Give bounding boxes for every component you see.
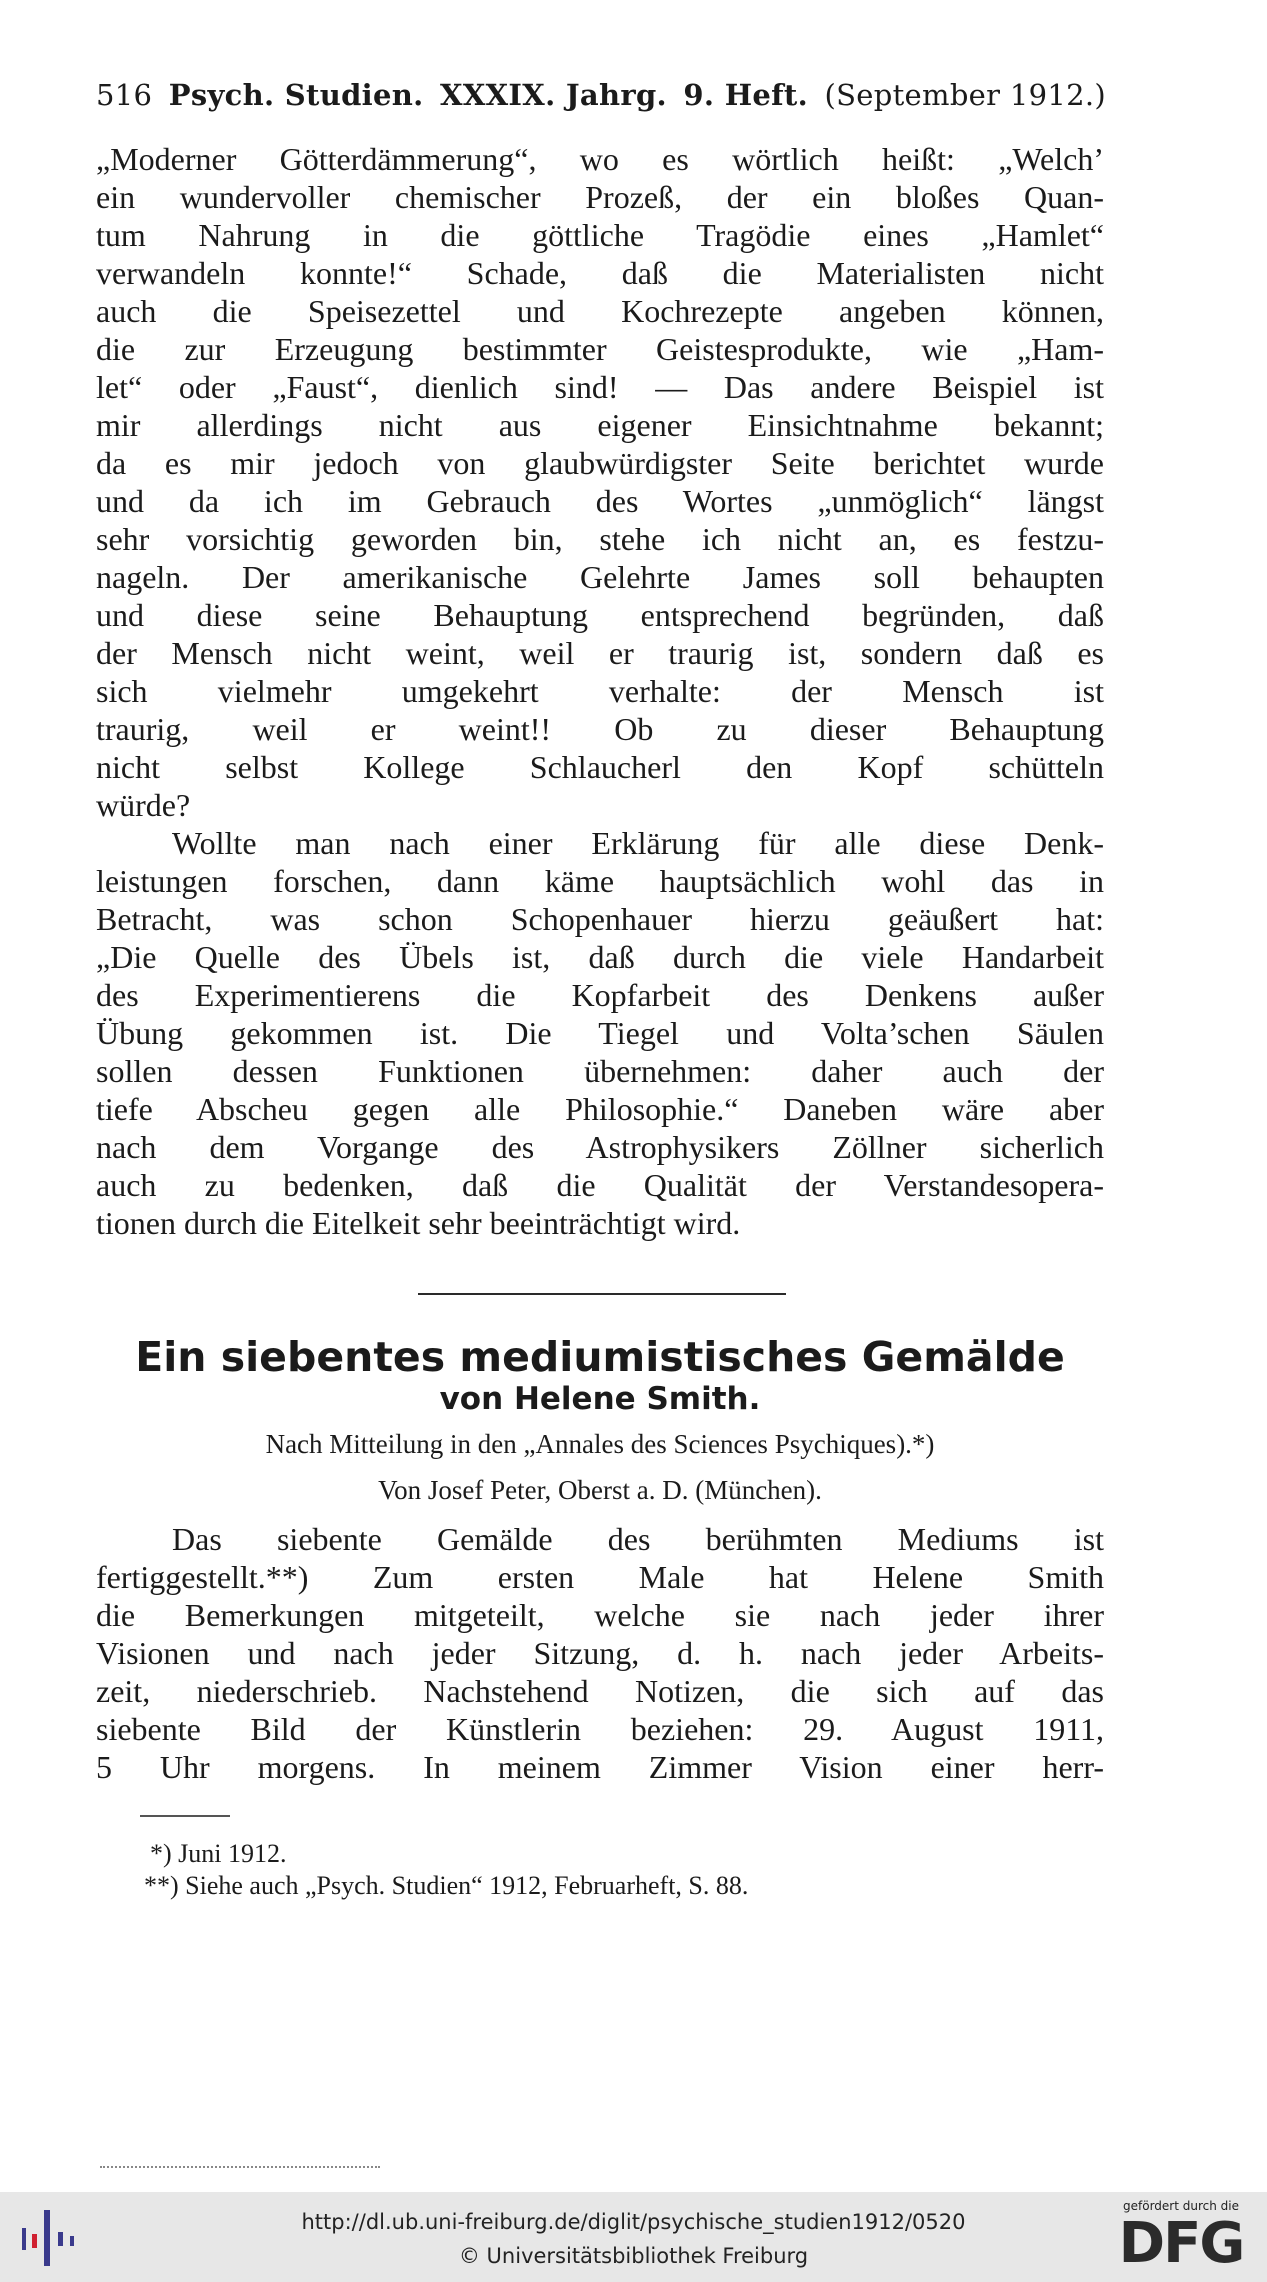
page-number: 516	[96, 78, 153, 112]
text-line: traurig, weil er weint!! Ob zu dieser Behauptung	[96, 711, 1104, 747]
text-line: ein wundervoller chemischer Prozeß, der ein bloßes Quan-	[96, 179, 1104, 215]
article-text	[96, 1520, 1104, 1786]
volume-label: XXXIX. Jahrg.	[440, 78, 667, 112]
text-line: sich vielmehr umgekehrt verhalte: der Mensch ist	[96, 673, 1104, 709]
text-line: Übung gekommen ist. Die Tiegel und Volta’schen Säulen	[96, 1015, 1104, 1051]
text-line: und da ich im Gebrauch des Wortes „unmöglich“ längst	[96, 483, 1104, 519]
footnotes	[144, 1838, 1050, 1902]
text-line: Betracht, was schon Schopenhauer hierzu geäußert hat:	[96, 901, 1104, 937]
text-line: zeit, niederschrieb. Nachstehend Notizen, die sich auf das	[96, 1673, 1104, 1709]
text-line: sollen dessen Funktionen übernehmen: daher auch der	[96, 1053, 1104, 1089]
text-line: auch die Speisezettel und Kochrezepte angeben können,	[96, 293, 1104, 329]
text-line: fertiggestellt.**) Zum ersten Male hat Helene Smith	[96, 1559, 1104, 1595]
copyright-notice: © Universitätsbibliothek Freiburg	[458, 2244, 809, 2268]
article-subtitle: von Helene Smith.	[439, 1381, 761, 1417]
text-line: und diese seine Behauptung entsprechend begründen, daß	[96, 597, 1104, 633]
dfg-funding-badge	[1111, 2198, 1251, 2278]
text-line: da es mir jedoch von glaubwürdigster Seite berichtet wurde	[96, 445, 1104, 481]
funding-text: gefördert durch die	[1123, 2199, 1239, 2213]
text-line: tum Nahrung in die göttliche Tragödie eines „Hamlet“	[96, 217, 1104, 253]
footnote: **) Siehe auch „Psych. Studien“ 1912, Februarheft, S. 88.	[144, 1871, 749, 1900]
text-line: nach dem Vorgange des Astrophysikers Zöllner sicherlich	[96, 1129, 1104, 1165]
running-head	[96, 78, 1106, 112]
viewer-footer	[0, 2192, 1267, 2282]
article-title: Ein siebentes mediumistisches Gemälde	[135, 1333, 1065, 1381]
text-line: „Die Quelle des Übels ist, daß durch die viele Handarbeit	[96, 939, 1104, 975]
footnote-divider	[140, 1815, 230, 1817]
text-line: würde?	[96, 787, 191, 823]
text-line: tiefe Abscheu gegen alle Philosophie.“ Daneben wäre aber	[96, 1091, 1104, 1127]
text-line: die zur Erzeugung bestimmter Geistesprodukte, wie „Ham-	[96, 331, 1104, 367]
text-line: Wollte man nach einer Erklärung für alle diese Denk-	[172, 825, 1104, 861]
continued-text	[96, 140, 1104, 1242]
document-url[interactable]: http://dl.ub.uni-freiburg.de/diglit/psychische_studien1912/0520	[301, 2210, 966, 2234]
text-line: mir allerdings nicht aus eigener Einsichtnahme bekannt;	[96, 407, 1104, 443]
section-divider	[418, 1293, 786, 1295]
journal-title: Psych. Studien.	[168, 78, 424, 112]
text-line: nicht selbst Kollege Schlaucherl den Kopf schütteln	[96, 749, 1104, 785]
issue-label: 9. Heft.	[683, 78, 809, 112]
author-line: Von Josef Peter, Oberst a. D. (München).	[378, 1475, 822, 1505]
dfg-logo: DFG	[1118, 2211, 1244, 2276]
text-line: die Bemerkungen mitgeteilt, welche sie nach jeder ihrer	[96, 1597, 1104, 1633]
text-line: nageln. Der amerikanische Gelehrte James soll behaupten	[96, 559, 1104, 595]
text-line: sehr vorsichtig geworden bin, stehe ich nicht an, es festzu-	[96, 521, 1104, 557]
issue-date: (September 1912.)	[824, 78, 1106, 112]
source-note: Nach Mitteilung in den „Annales des Sciences Psychiques).*)	[265, 1429, 935, 1459]
text-line: auch zu bedenken, daß die Qualität der Verstandesopera-	[96, 1167, 1104, 1203]
text-line: Visionen und nach jeder Sitzung, d. h. nach jeder Arbeits-	[96, 1635, 1104, 1671]
text-line: 5 Uhr morgens. In meinem Zimmer Vision einer herr-	[96, 1749, 1104, 1785]
text-line: tionen durch die Eitelkeit sehr beeinträchtigt wird.	[96, 1205, 741, 1241]
text-line: let“ oder „Faust“, dienlich sind! — Das andere Beispiel ist	[96, 369, 1104, 405]
text-line: der Mensch nicht weint, weil er traurig ist, sondern daß es	[96, 635, 1104, 671]
text-line: Das siebente Gemälde des berühmten Mediums ist	[172, 1521, 1104, 1557]
footnote: *) Juni 1912.	[150, 1839, 287, 1868]
page-edge-marks	[100, 2166, 380, 2172]
text-line: leistungen forschen, dann käme hauptsächlich wohl das in	[96, 863, 1104, 899]
text-line: siebente Bild der Künstlerin beziehen: 29. August 1911,	[96, 1711, 1104, 1747]
text-line: des Experimentierens die Kopfarbeit des Denkens außer	[96, 977, 1104, 1013]
text-line: verwandeln konnte!“ Schade, daß die Materialisten nicht	[96, 255, 1104, 291]
text-line: „Moderner Götterdämmerung“, wo es wörtlich heißt: „Welch’	[96, 141, 1104, 177]
